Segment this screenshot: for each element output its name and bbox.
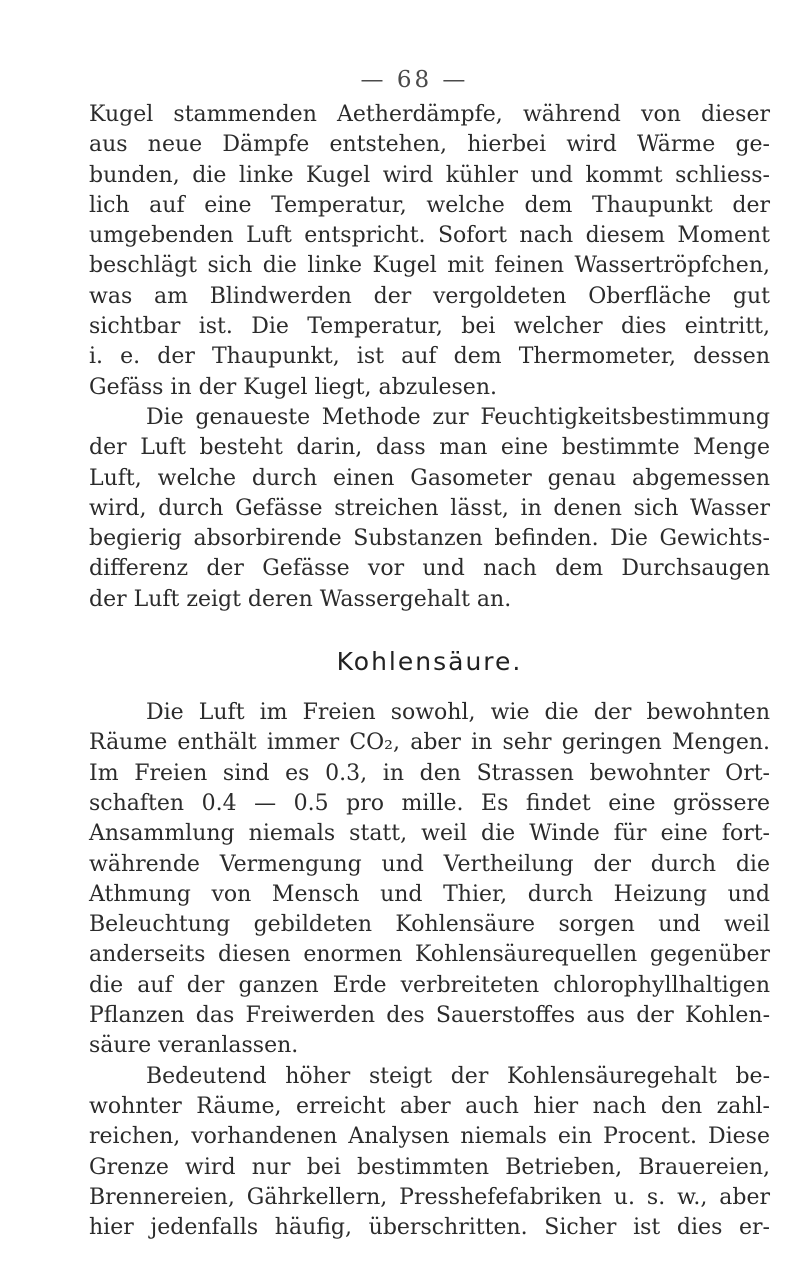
text-line: Grenze wird nur bei bestimmten Betrieben, Brauereien, (89, 1154, 770, 1180)
paragraph-indoor (89, 1062, 770, 1244)
text-line: umgebenden Luft entspricht. Sofort nach diesem Moment (89, 223, 770, 249)
text-line: Athmung von Mensch und Thier, durch Heizung und (89, 881, 770, 907)
text-line: begierig absorbirende Substanzen befinden. Die Gewichts- (89, 526, 770, 552)
text-line: Die genaueste Methode zur Feuchtigkeitsbestimmung (146, 404, 770, 430)
text-line: währende Vermengung und Vertheilung der durch die (89, 851, 770, 877)
text-line: Die Luft im Freien sowohl, wie die der bewohnten (146, 700, 770, 726)
text-line: Kugel stammenden Aetherdämpfe, während von dieser (89, 102, 770, 127)
text-line: sichtbar ist. Die Temperatur, bei welcher dies eintritt, (89, 314, 770, 340)
text-line: Bedeutend höher steigt der Kohlensäuregehalt be- (146, 1063, 770, 1089)
text-line: der Luft zeigt deren Wassergehalt an. (89, 586, 512, 612)
text-line: Brennereien, Gährkellern, Presshefefabriken u. s. w., aber (89, 1184, 770, 1210)
text-line: reichen, vorhandenen Analysen niemals ein Procent. Diese (89, 1124, 770, 1150)
text-line: Ansammlung niemals statt, weil die Winde für eine fort- (89, 821, 770, 847)
text-line: differenz der Gefässe vor und nach dem Durchsaugen (89, 556, 770, 582)
text-line: aus neue Dämpfe entstehen, hierbei wird Wärme ge- (89, 132, 770, 158)
text-line: der Luft besteht darin, dass man eine bestimmte Menge (89, 435, 770, 461)
section-heading: Kohlensäure. (336, 647, 523, 677)
text-line: lich auf eine Temperatur, welche dem Thaupunkt der (89, 192, 770, 218)
text-line: Gefäss in der Kugel liegt, abzulesen. (89, 374, 497, 400)
page-number: — 68 — (360, 67, 469, 93)
text-line: hier jedenfalls häufig, überschritten. Sicher ist dies er- (89, 1215, 770, 1241)
text-line: die auf der ganzen Erde verbreiteten chlorophyllhaltigen (89, 972, 770, 998)
text-line: wohnter Räume, erreicht aber auch hier nach den zahl- (89, 1093, 770, 1119)
text-line: was am Blindwerden der vergoldeten Oberfläche gut (89, 283, 770, 309)
text-line: anderseits diesen enormen Kohlensäurequellen gegenüber (89, 942, 770, 968)
text-line: beschlägt sich die linke Kugel mit feinen Wassertröpfchen, (89, 253, 770, 279)
paragraph-co2 (89, 698, 770, 1062)
text-line: Räume enthält immer CO₂, aber in sehr geringen Mengen. (89, 730, 770, 756)
text-line: wird, durch Gefässe streichen lässt, in denen sich Wasser (89, 495, 770, 521)
text-line: Pflanzen das Freiwerden des Sauerstoffes aus der Kohlen- (89, 1003, 770, 1029)
text-line: bunden, die linke Kugel wird kühler und kommt schliess- (89, 162, 770, 188)
text-line: säure veranlassen. (89, 1033, 299, 1059)
text-line: Beleuchtung gebildeten Kohlensäure sorgen und weil (89, 912, 770, 938)
paragraph-intro (89, 100, 770, 403)
text-line: Im Freien sind es 0.3, in den Strassen bewohnter Ort- (89, 760, 770, 786)
text-line: Luft, welche durch einen Gasometer genau abgemessen (89, 465, 770, 491)
paragraph-method (89, 403, 770, 615)
text-line: schaften 0.4 — 0.5 pro mille. Es findet eine grössere (89, 790, 770, 816)
text-line: i. e. der Thaupunkt, ist auf dem Thermometer, dessen (89, 344, 770, 370)
